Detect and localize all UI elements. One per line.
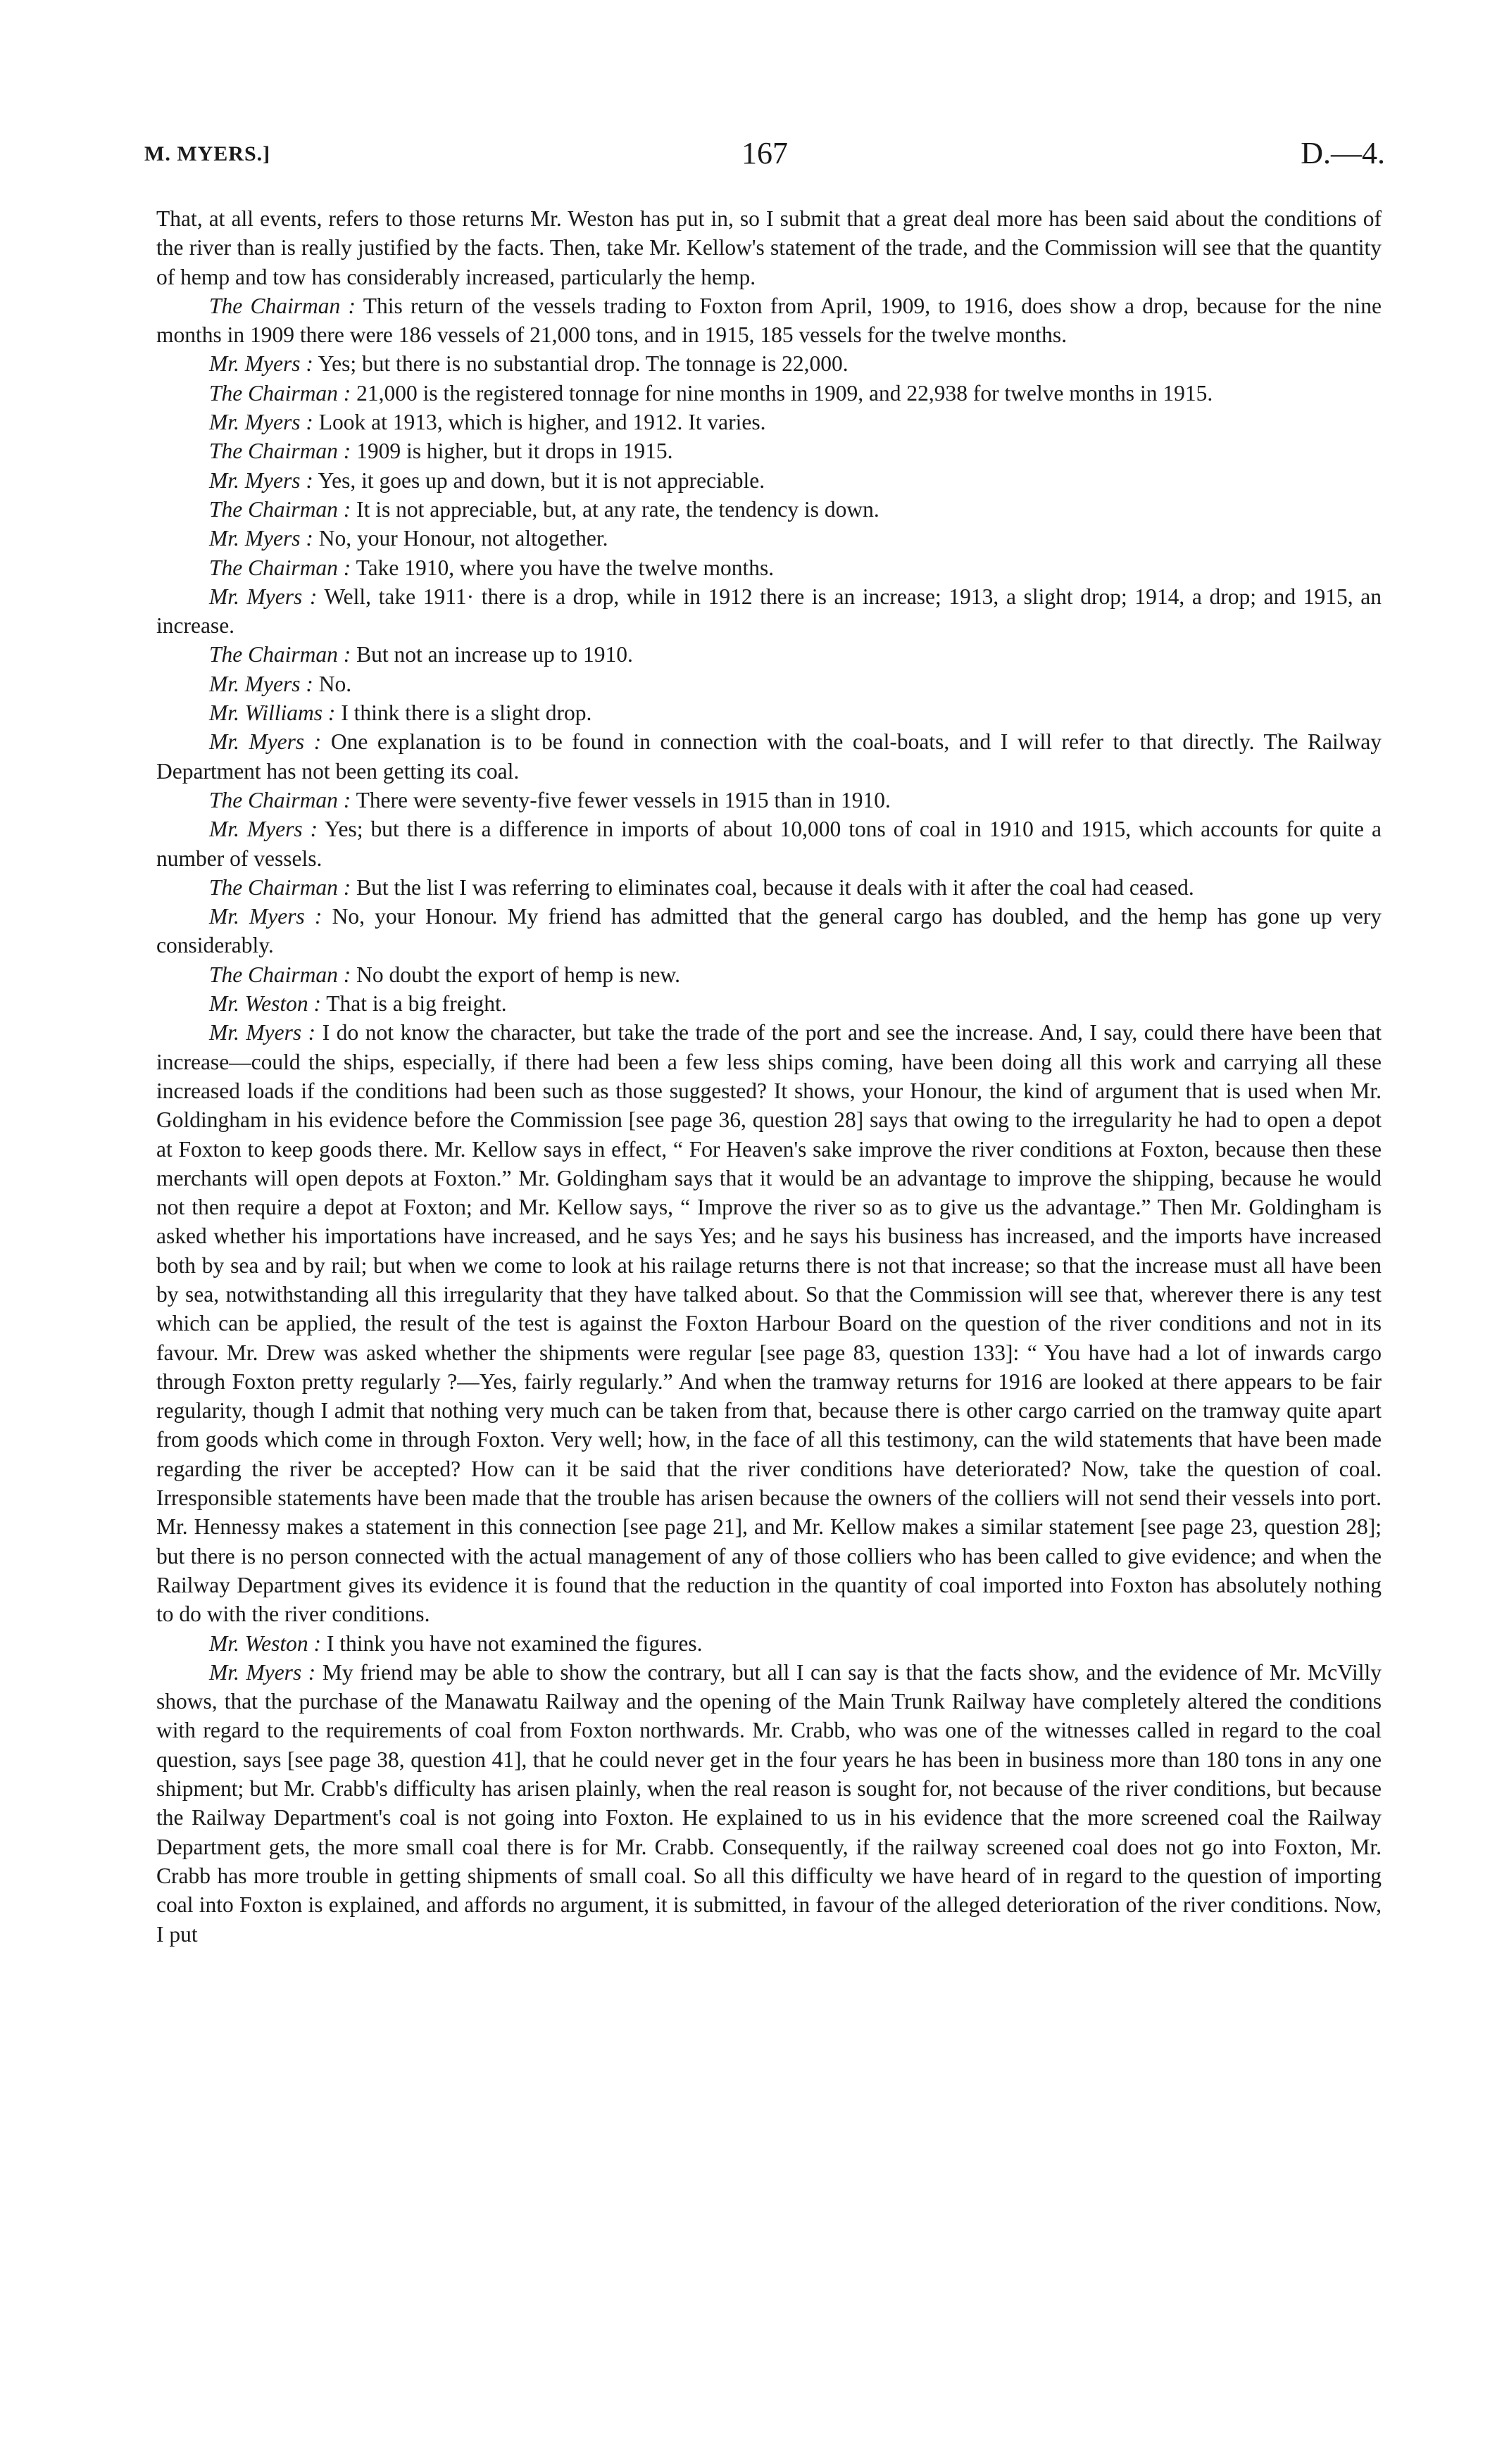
- speaker: The Chairman :: [209, 555, 351, 580]
- paragraph-text: That, at all events, refers to those returns Mr. Weston has put in, so I submit that a great deal more has been said about the conditions of the river than is really justified by the facts. Then, take Mr. Kellow's statement of the trade, and the Commission will see that the quantity of hemp and tow has considerably increased, particularly the hemp.: [156, 206, 1382, 289]
- paragraph-text: I do not know the character, but take the trade of the port and see the increase. And, I say, could there have been that increase—could the ships, especially, if there had been a few less ships coming, have been doing all this work and carrying all these increased loads if the conditions had been such as those suggested? It shows, your Honour, the kind of argument that is used when Mr. Goldingham in his evidence before the Commission [see page 36, question 28] says that owing to the irregularity he had to open a depot at Foxton to keep goods there. Mr. Kellow says in effect, “ For Heaven's sake improve the river conditions at Foxton, because then these merchants will open depots at Foxton.” Mr. Goldingham says that it would be an advantage to improve the shipping, because he would not then require a depot at Foxton; and Mr. Kellow says, “ Improve the river so as to give us the advantage.” Then Mr. Goldingham is asked whether his importations have increased, and he says Yes; and he says his business has increased, and the imports have increased both by sea and by rail; but when we come to look at his railage returns there is not that increase; so that the increase must all have been by sea, notwithstanding all this irregularity that they have talked about. So that the Commission will see that, wherever there is any test which can be applied, the result of the test is against the Foxton Harbour Board on the question of the river conditions and not in its favour. Mr. Drew was asked whether the shipments were regular [see page 83, question 133]: “ You have had a lot of inwards cargo through Foxton pretty regularly ?—Yes, fairly regularly.” And when the tramway returns for 1916 are looked at there appears to be fair regularity, though I admit that nothing very much can be taken from that, because there is other cargo carried on the tramway quite apart from goods which come in through Foxton. Very well; how, in the face of all this testimony, can the wild statements that have been made regarding the river be accepted? How can it be said that the river conditions have deteriorated? Now, take the question of coal. Irresponsible statements have been made that the trouble has arisen because the owners of the colliers will not send their vessels into port. Mr. Hennessy makes a statement in this connection [see page 21], and Mr. Kellow makes a similar statement [see page 23, question 28]; but there is no person connected with the actual management of any of those colliers who has been called to give evidence; and when the Railway Department gives its evidence it is found that the reduction in the quantity of coal imported into Foxton has absolutely nothing to do with the river conditions.: [156, 1020, 1382, 1627]
- speaker: Mr. Myers :: [209, 526, 313, 551]
- paragraph-text: I think there is a slight drop.: [341, 700, 592, 726]
- speaker: Mr. Myers :: [209, 467, 313, 493]
- paragraph: [156, 524, 1382, 553]
- speaker: The Chairman :: [209, 439, 351, 464]
- paragraph-text: My friend may be able to show the contrary, but all I can say is that the facts show, and the evidence of Mr. McVilly shows, that the purchase of the Manawatu Railway and the opening of the Main Trunk Railway have completely altered the conditions with regard to the requirements of coal from Foxton northwards. Mr. Crabb, who was one of the witnesses called in regard to the coal question, says [see page 38, question 41], that he could never get in the four years he has been in business more than 180 tons in any one shipment; but Mr. Crabb's difficulty has arisen plainly, when the real reason is sought for, not because of the river conditions, but because the Railway Department's coal is not going into Foxton. He explained to us in his evidence that the more screened coal the Railway Department gets, the more small coal there is for Mr. Crabb. Consequently, if the railway screened coal does not go into Foxton, Mr. Crabb has more trouble in getting shipments of small coal. So all this difficulty we have heard of in regard to the question of importing coal into Foxton is explained, and affords no argument, it is submitted, in favour of the alleged deterioration of the river conditions. Now, I put: [156, 1659, 1382, 1947]
- paragraph-text: But not an increase up to 1910.: [356, 642, 633, 667]
- paragraph: [156, 408, 1382, 436]
- paragraph: [156, 1658, 1382, 1949]
- paragraph-text: This return of the vessels trading to Foxton from April, 1909, to 1916, does show a drop, because for the nine months in 1909 there were 186 vessels of 21,000 tons, and in 1915, 185 vessels for the twelve months.: [156, 293, 1382, 348]
- paragraph: [156, 204, 1382, 291]
- speaker: Mr. Myers :: [209, 904, 323, 929]
- speaker: Mr. Myers :: [209, 729, 322, 755]
- speaker: Mr. Myers :: [209, 671, 313, 696]
- paragraph-text: 1909 is higher, but it drops in 1915.: [356, 439, 673, 464]
- paragraph-text: No.: [318, 671, 352, 696]
- paragraph: [156, 698, 1382, 727]
- paragraph: [156, 466, 1382, 495]
- paragraph-text: But the list I was referring to eliminates coal, because it deals with it after the coal had ceased.: [356, 874, 1194, 900]
- paragraph-text: Yes; but there is no substantial drop. The tonnage is 22,000.: [318, 351, 849, 377]
- paragraph-text: There were seventy-five fewer vessels in 1915 than in 1910.: [356, 787, 891, 812]
- speaker: Mr. Myers :: [209, 351, 313, 377]
- speaker: Mr. Myers :: [209, 410, 313, 435]
- speaker: The Chairman :: [209, 874, 351, 900]
- paragraph-text: Yes, it goes up and down, but it is not appreciable.: [318, 467, 765, 493]
- paragraph: [156, 727, 1382, 786]
- speaker: The Chairman :: [209, 642, 351, 667]
- speaker: Mr. Weston :: [209, 991, 321, 1017]
- paragraph: [156, 1629, 1382, 1658]
- paragraph-text: 21,000 is the registered tonnage for nine months in 1909, and 22,938 for twelve months in 1915.: [356, 380, 1213, 406]
- page-number: 167: [741, 136, 788, 170]
- paragraph-text: One explanation is to be found in connection with the coal-boats, and I will refer to that directly. The Railway Department has not been getting its coal.: [156, 729, 1382, 784]
- speaker: Mr. Myers :: [209, 817, 318, 842]
- speaker: Mr. Weston :: [209, 1630, 321, 1656]
- paragraph: [156, 873, 1382, 902]
- paragraph: [156, 495, 1382, 524]
- paragraph: [156, 582, 1382, 641]
- paragraph-text: Take 1910, where you have the twelve months.: [356, 555, 775, 580]
- paragraph: [156, 902, 1382, 960]
- paragraph-text: No doubt the export of hemp is new.: [356, 962, 681, 987]
- document-reference: D.—4.: [1301, 136, 1385, 170]
- paragraph: [156, 349, 1382, 378]
- speaker: Mr. Myers :: [209, 584, 318, 609]
- paragraph: [156, 1018, 1382, 1628]
- transcript-body: [156, 204, 1382, 1949]
- speaker: The Chairman :: [209, 496, 351, 522]
- paragraph-text: I think you have not examined the figures.: [326, 1630, 703, 1656]
- speaker: The Chairman :: [209, 380, 351, 406]
- paragraph-text: That is a big freight.: [326, 991, 507, 1017]
- paragraph-text: No, your Honour, not altogether.: [318, 526, 608, 551]
- paragraph: [156, 436, 1382, 465]
- speaker: Mr. Williams :: [209, 700, 336, 726]
- speaker: The Chairman :: [209, 293, 356, 318]
- running-head-speaker: M. MYERS.]: [144, 142, 271, 165]
- paragraph: [156, 960, 1382, 989]
- paragraph-text: It is not appreciable, but, at any rate, the tendency is down.: [356, 496, 879, 522]
- paragraph: [156, 989, 1382, 1018]
- paragraph: [156, 670, 1382, 698]
- paragraph: [156, 640, 1382, 669]
- speaker: The Chairman :: [209, 787, 351, 812]
- paragraph-text: Yes; but there is a difference in imports of about 10,000 tons of coal in 1910 and 1915, which accounts for quite a number of vessels.: [156, 817, 1382, 871]
- paragraph: [156, 291, 1382, 350]
- speaker: The Chairman :: [209, 962, 351, 987]
- speaker: Mr. Myers :: [209, 1659, 316, 1685]
- paragraph: [156, 786, 1382, 815]
- paragraph: [156, 815, 1382, 873]
- paragraph: [156, 379, 1382, 408]
- page-header: [144, 135, 1385, 177]
- paragraph: [156, 553, 1382, 582]
- paragraph-text: Well, take 1911· there is a drop, while in 1912 there is an increase; 1913, a slight drop; 1914, a drop; and 1915, an increase.: [156, 584, 1382, 639]
- paragraph-text: No, your Honour. My friend has admitted that the general cargo has doubled, and the hemp has gone up very considerably.: [156, 904, 1382, 958]
- paragraph-text: Look at 1913, which is higher, and 1912. It varies.: [318, 410, 766, 435]
- speaker: Mr. Myers :: [209, 1020, 316, 1045]
